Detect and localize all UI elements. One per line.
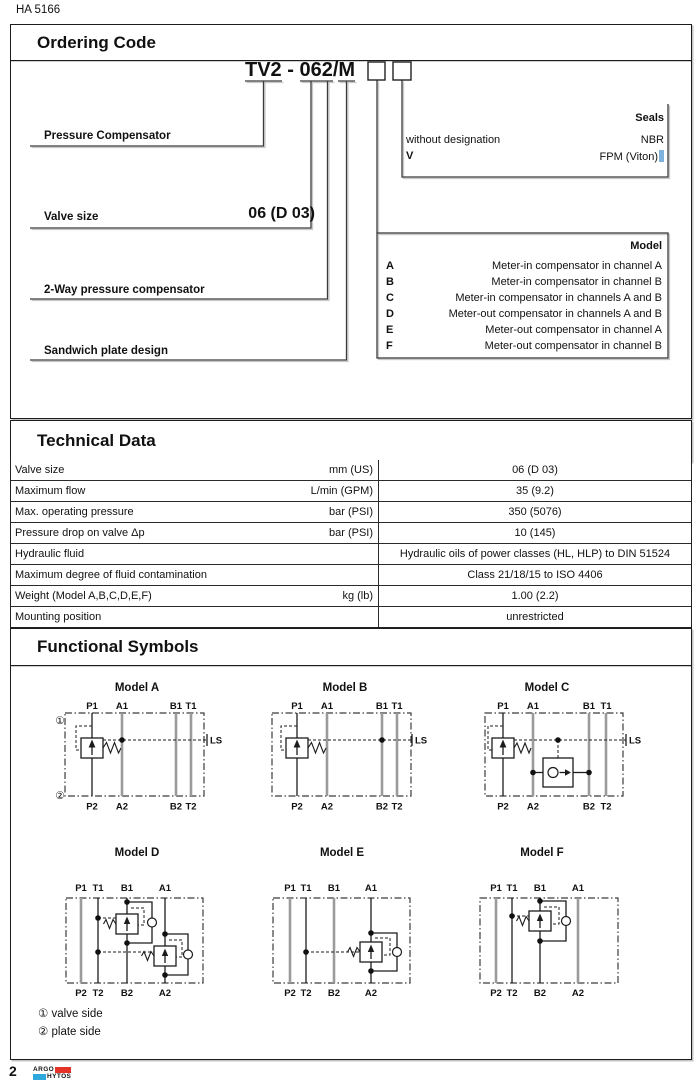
spring-symbol [308,743,326,754]
value-cell: Hydraulic oils of power classes (HL, HLP) to DIN 51524 [399,548,671,560]
value-cell: 10 (145) [514,527,556,539]
subplate-border [66,898,203,983]
value-cell: unrestricted [506,611,564,623]
junction-dot [124,940,130,946]
port-label: P2 [490,988,502,999]
check-valve-ball [148,918,157,927]
port-label: B1 [533,883,547,894]
port-label: B1 [120,883,134,894]
junction-dot [509,913,515,919]
argo-hytos-logo [33,1066,71,1080]
unit-cell: L/min (GPM) [310,485,373,497]
param-cell: Valve size [15,464,65,476]
junction-dot [379,737,385,743]
port-label: P1 [75,883,87,894]
table-row [11,481,691,502]
model-code: F [386,340,393,352]
ordering-code-string: TV2 - 062/M [245,59,356,81]
ls-label: LS [210,735,223,747]
param-cell: Pressure drop on valve Δp [15,527,145,539]
table-row [11,544,691,565]
model-f-schematic [458,880,630,1005]
junction-dot [162,931,168,937]
technical-data-table [10,460,692,628]
port-label: T2 [506,988,518,999]
port-label: A1 [571,883,585,894]
unit-cell: bar (PSI) [328,506,373,518]
flow-arrow [89,740,96,748]
value-cell: 350 (5076) [508,506,562,518]
junction-dot [530,770,536,776]
spring-symbol [142,952,155,961]
model-d-title: Model D [114,847,160,859]
port-label: P2 [75,988,87,999]
model-c-title: Model C [524,682,570,694]
port-label: P1 [291,701,303,712]
model-desc: Meter-in compensator in channel A [492,260,662,272]
port-label: B2 [120,988,134,999]
subplate-border [272,713,411,796]
param-cell: Hydraulic fluid [15,548,85,560]
junction-dot [124,899,130,905]
model-code: E [386,324,394,336]
port-label: P1 [284,883,296,894]
junction-dot [368,968,374,974]
value-cell: 1.00 (2.2) [511,590,559,602]
port-label: T1 [506,883,518,894]
port-label: A1 [115,701,129,712]
value-cell: Class 21/18/15 to ISO 4406 [467,569,603,581]
flow-arrow [294,740,301,748]
port-label: A1 [158,883,172,894]
model-desc: Meter-in compensator in channel B [491,276,662,288]
port-label: T1 [600,701,612,712]
table-row [11,523,691,544]
model-f-title: Model F [520,847,564,859]
flow-arrow [500,740,507,748]
model-c-schematic [475,698,647,813]
junction-dot [368,930,374,936]
valve-side-mark: ① [55,715,65,727]
model-code: A [386,260,394,272]
flow-arrow [368,945,374,953]
legend-plate-side: ② plate side [38,1026,101,1038]
shuttle-arrow [565,769,571,775]
seals-title: Seals [635,112,664,124]
junction-dot [162,972,168,978]
model-block [386,236,662,358]
port-label: A2 [158,988,172,999]
port-label: T2 [391,801,403,813]
port-label: T1 [300,883,312,894]
junction-dot [95,915,101,921]
check-valve-ball [393,948,402,957]
port-label: T1 [92,883,104,894]
model-e-schematic [258,880,430,1005]
seal-code: without designation [406,134,501,146]
port-label: A2 [571,988,585,999]
unit-cell: bar (PSI) [328,527,373,539]
logo-text-hytos: HYTOS [47,1073,72,1080]
port-label: A2 [115,801,129,813]
junction-dot [555,737,561,743]
model-b-title: Model B [322,682,368,694]
port-label: P2 [497,801,509,813]
port-label: B2 [533,988,547,999]
label-sandwich-plate: Sandwich plate design [44,345,168,357]
subplate-border [485,713,623,796]
document-code: HA 5166 [16,4,61,16]
table-row [11,607,691,627]
page-number: 2 [9,1063,17,1079]
spring-symbol [514,743,531,753]
port-label: T2 [185,801,197,813]
logo-cyan-block [33,1074,46,1080]
junction-dot [119,737,125,743]
flow-arrow [162,949,168,957]
param-cell: Max. operating pressure [15,506,134,518]
value-cell: 06 (D 03) [512,464,558,476]
selection-highlight [659,150,664,162]
port-label: P1 [490,883,502,894]
unit-cell: kg (lb) [342,590,373,602]
port-label: A1 [526,701,540,712]
model-code: C [386,292,394,304]
port-label: T2 [92,988,104,999]
junction-dot [95,949,101,955]
table-row [11,502,691,523]
seal-value: NBR [640,134,664,146]
port-label: A1 [320,701,334,712]
model-desc: Meter-out compensator in channel B [484,340,662,352]
model-desc: Meter-out compensator in channel A [485,324,662,336]
unit-cell: mm (US) [329,464,373,476]
port-label: P2 [291,801,303,813]
model-a-schematic [55,698,225,813]
legend-valve-side: ① valve side [38,1008,103,1020]
subplate-border [273,898,410,983]
label-two-way-compensator: 2-Way pressure compensator [44,284,205,296]
port-label: B1 [375,701,389,712]
junction-dot [303,949,309,955]
check-valve-ball [184,950,193,959]
value-cell: 35 (9.2) [516,485,554,497]
table-row [11,586,691,607]
seals-block [406,108,664,174]
spring-symbol [517,917,530,926]
logo-red-block [55,1067,71,1073]
subplate-border [65,713,204,796]
port-label: A2 [364,988,378,999]
check-valve-ball [562,917,571,926]
port-label: A2 [320,801,334,813]
model-e-title: Model E [319,847,365,859]
port-label: P2 [284,988,296,999]
flow-arrow [537,914,543,922]
flow-arrow [124,917,130,925]
seal-value: FPM (Viton) [600,150,664,163]
port-label: A2 [526,801,540,813]
ordering-code-section [10,24,692,419]
model-code: B [386,276,394,288]
spring-symbol [104,920,117,929]
ls-label: LS [629,735,642,747]
junction-dot [537,938,543,944]
technical-data-title: Technical Data [11,421,691,461]
port-label: P1 [497,701,509,712]
port-label: B1 [582,701,596,712]
seal-code: V [406,150,414,162]
port-label: T1 [185,701,197,712]
table-row [11,565,691,586]
ls-label: LS [415,735,428,747]
port-label: P1 [86,701,98,712]
ordering-code-title: Ordering Code [11,25,691,61]
model-desc: Meter-in compensator in channels A and B [455,292,662,304]
model-b-schematic [262,698,432,813]
model-code: D [386,308,394,320]
shuttle-ball [548,768,558,778]
port-label: T2 [600,801,612,813]
plate-side-mark: ② [55,790,65,802]
port-label: B2 [327,988,341,999]
param-cell: Weight (Model A,B,C,D,E,F) [15,590,152,602]
param-cell: Maximum flow [15,485,86,497]
technical-data-section [10,420,692,462]
param-cell: Mounting position [15,611,102,623]
functional-symbols-title: Functional Symbols [11,629,691,666]
table-row [11,460,691,481]
model-d-schematic [55,880,225,1005]
label-valve-size: Valve size [44,211,99,223]
valve-size-value: 06 (D 03) [248,205,315,222]
port-label: T1 [391,701,403,712]
port-label: T2 [300,988,312,999]
port-label: B1 [169,701,183,712]
logo-text-argo: ARGO [33,1066,55,1073]
port-label: B1 [327,883,341,894]
spring-symbol [103,743,121,754]
port-label: B2 [582,801,596,813]
label-pressure-compensator: Pressure Compensator [44,130,171,142]
port-label: P2 [86,801,98,813]
param-cell: Maximum degree of fluid contamination [15,569,207,581]
port-label: B2 [375,801,389,813]
junction-dot [586,770,592,776]
port-label: B2 [169,801,183,813]
model-title: Model [630,240,662,252]
model-desc: Meter-out compensator in channels A and B [448,308,662,320]
model-a-title: Model A [114,682,160,694]
junction-dot [537,898,543,904]
port-label: A1 [364,883,378,894]
